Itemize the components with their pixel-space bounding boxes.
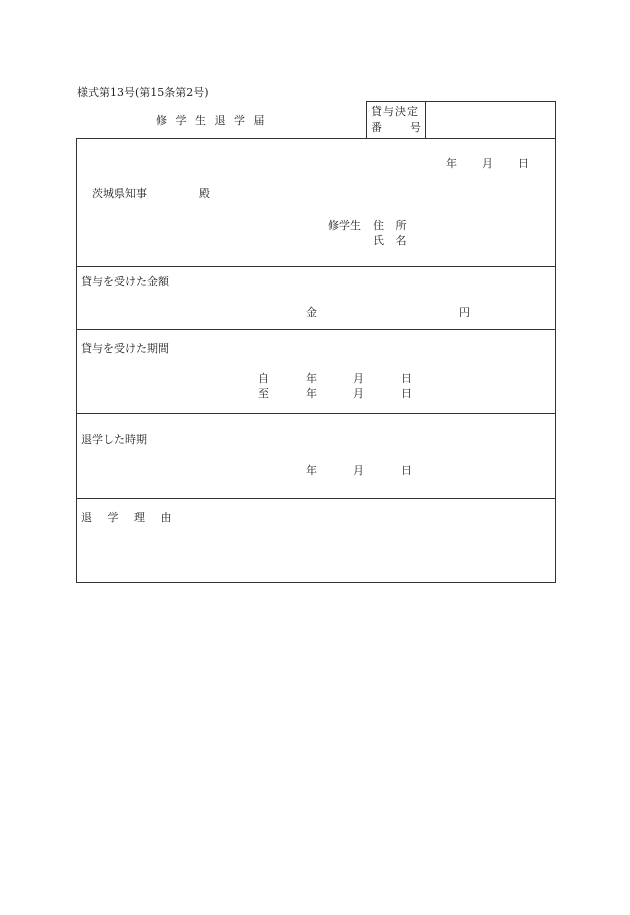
address-field[interactable] [416, 216, 552, 232]
student-label: 修学生 [328, 219, 361, 232]
name-field[interactable] [416, 232, 552, 248]
loan-number-value-field[interactable] [427, 103, 554, 137]
period-to: 至 [258, 387, 269, 400]
reason-label: 退 学 理 由 [81, 511, 178, 524]
section-divider [76, 498, 556, 499]
loan-number-label-line2 [371, 121, 421, 135]
amount-label: 貸与を受けた金額 [81, 275, 169, 288]
submission-date-year: 年 [446, 157, 457, 170]
name-label: 氏 名 [373, 234, 411, 247]
period-to-day: 日 [401, 387, 412, 400]
period-to-month: 月 [353, 387, 364, 400]
withdrawal-month: 月 [353, 464, 364, 477]
withdrawal-year: 年 [306, 464, 317, 477]
loan-number-label-go: 号 [410, 121, 421, 134]
section-divider [76, 413, 556, 414]
amount-field[interactable] [322, 304, 454, 320]
section-divider [76, 266, 556, 267]
period-from-day: 日 [401, 372, 412, 385]
withdrawal-day: 日 [401, 464, 412, 477]
form-reference: 様式第13号(第15条第2号) [77, 86, 209, 99]
period-from-month: 月 [353, 372, 364, 385]
section-divider [76, 329, 556, 330]
amount-kin: 金 [306, 306, 317, 319]
addressee: 茨城県知事 [92, 187, 147, 200]
submission-date-month: 月 [482, 157, 493, 170]
period-to-year: 年 [306, 387, 317, 400]
honorific: 殿 [199, 187, 210, 200]
loan-number-divider [425, 101, 426, 139]
amount-yen: 円 [459, 306, 470, 319]
reason-field[interactable] [80, 528, 552, 578]
loan-number-label-line1: 貸与決定 [371, 105, 419, 118]
loan-number-label-ban: 番 [371, 121, 382, 134]
submission-date-day: 日 [518, 157, 529, 170]
form-title: 修学生退学届 [156, 114, 273, 127]
withdrawal-date-label: 退学した時期 [81, 433, 147, 446]
period-from: 自 [258, 372, 269, 385]
address-label: 住 所 [373, 219, 411, 232]
period-label: 貸与を受けた期間 [81, 342, 169, 355]
period-from-year: 年 [306, 372, 317, 385]
